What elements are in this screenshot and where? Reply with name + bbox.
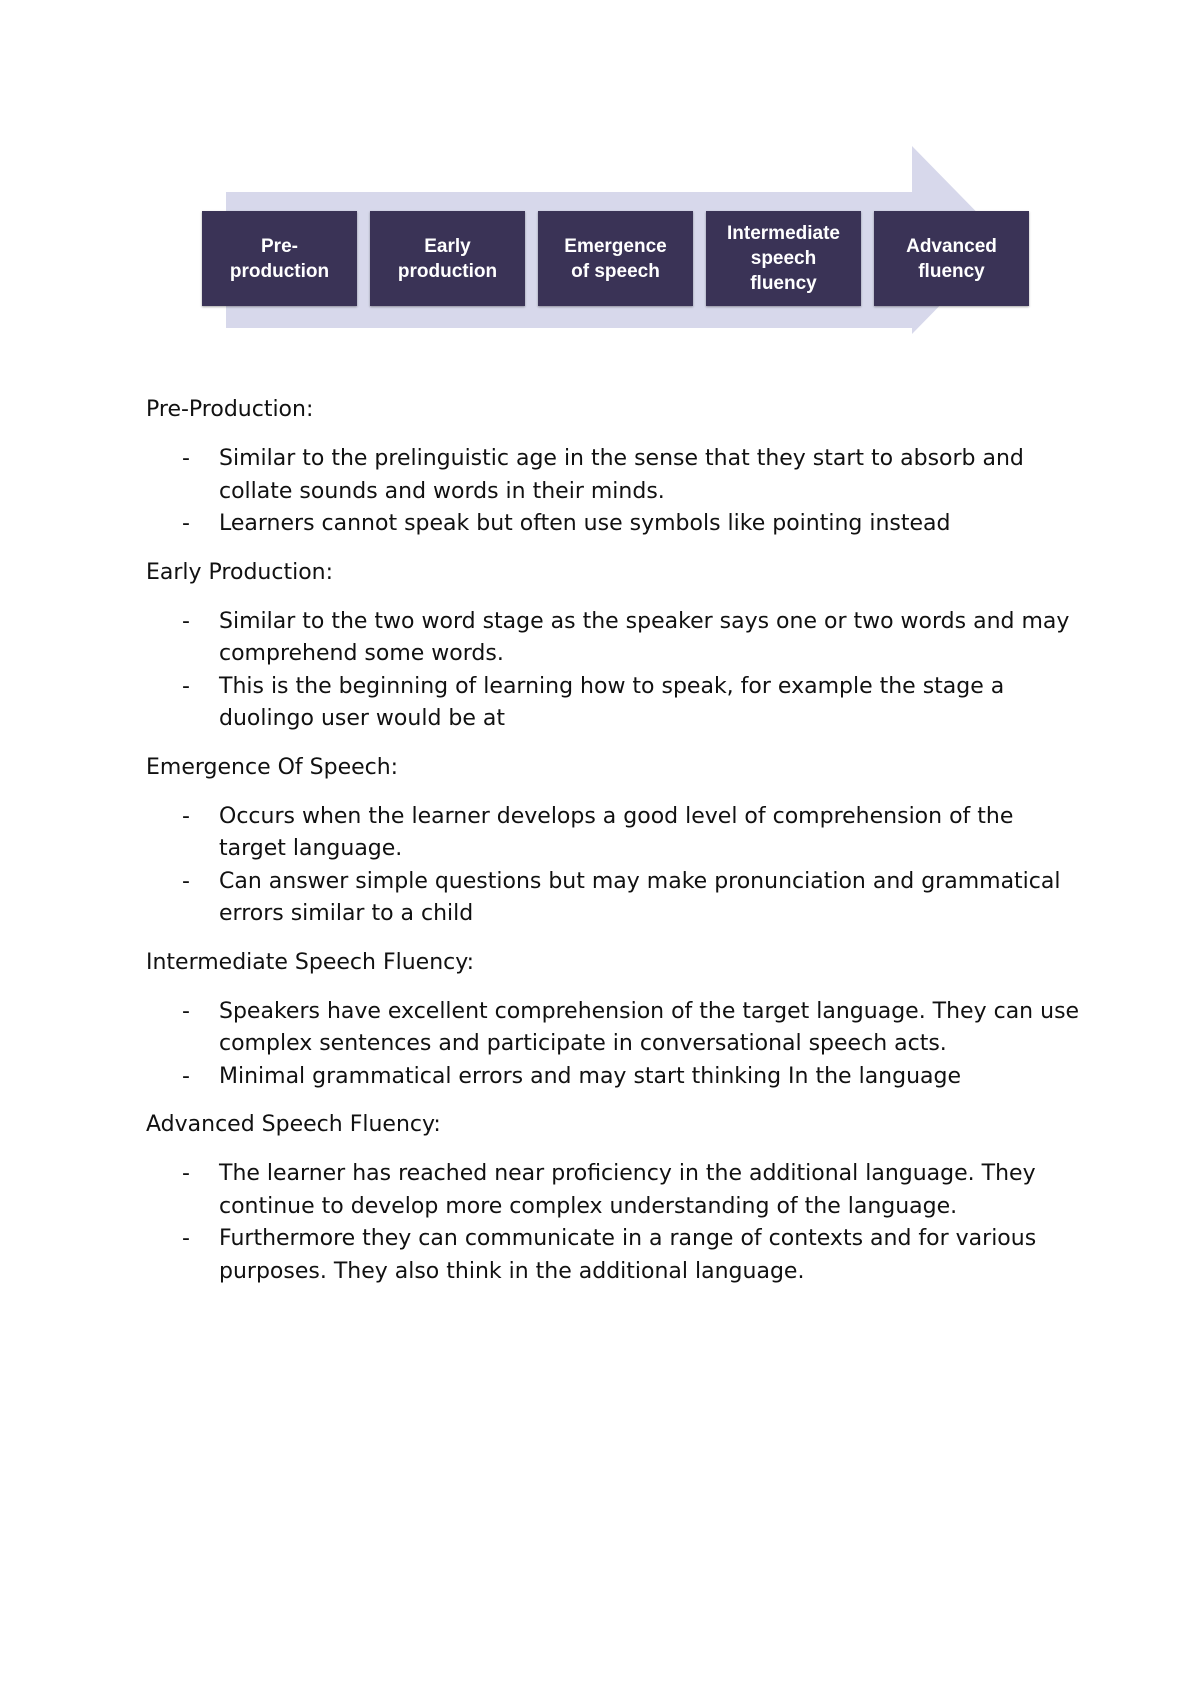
bullet-marker: - [182, 608, 190, 634]
section-pre-production [146, 395, 1086, 541]
stage-label: Intermediate speech fluency [727, 223, 840, 294]
list-item [146, 671, 1086, 736]
bullet-list [146, 606, 1086, 736]
list-item [146, 508, 1086, 541]
stage-box-early-production [370, 211, 525, 306]
list-item [146, 443, 1086, 508]
bullet-list [146, 801, 1086, 931]
bullet-marker: - [182, 446, 190, 471]
bullet-marker: - [182, 1226, 190, 1251]
bullet-text: This is the beginning of learning how to speak, for example the stage a duolingo user would be at [219, 673, 1005, 731]
stage-box-advanced-fluency [874, 211, 1029, 306]
bullet-text: Speakers have excellent comprehension of the target language. They can use complex sentences and participate in conversational speech acts. [219, 998, 1080, 1056]
bullet-marker: - [182, 803, 190, 829]
bullet-text: Minimal grammatical errors and may start thinking In the language [219, 1063, 962, 1089]
bullet-list [146, 996, 1086, 1094]
list-item [146, 866, 1086, 931]
bullet-list [146, 1158, 1086, 1288]
bullet-marker: - [182, 868, 190, 894]
section-heading: Intermediate Speech Fluency: [146, 949, 475, 975]
bullet-marker: - [182, 673, 190, 699]
bullet-marker: - [182, 1063, 190, 1089]
stage-label: Emergence of speech [564, 235, 667, 282]
list-item [146, 1158, 1086, 1223]
section-heading: Emergence Of Speech: [146, 754, 399, 780]
bullet-text: Similar to the prelinguistic age in the sense that they start to absorb and collate sounds and words in their minds. [219, 446, 1024, 504]
stage-box-emergence-of-speech [538, 211, 693, 306]
section-heading: Pre-Production: [146, 397, 314, 422]
list-item [146, 996, 1086, 1061]
bullet-marker: - [182, 1161, 190, 1186]
bullet-marker: - [182, 998, 190, 1024]
section-early-production [146, 558, 1086, 736]
stages-diagram [0, 0, 1200, 400]
bullet-list [146, 443, 1086, 541]
section-heading: Advanced Speech Fluency: [146, 1112, 441, 1137]
bullet-text: Furthermore they can communicate in a range of contexts and for various purposes. They also think in the additional language. [219, 1226, 1037, 1284]
section-emergence-of-speech [146, 753, 1086, 931]
stage-label: Pre- production [229, 235, 330, 282]
stage-label: Advanced fluency [906, 235, 997, 282]
section-intermediate-speech-fluency [146, 948, 1086, 1094]
list-item [146, 1223, 1086, 1288]
bullet-text: The learner has reached near proficiency in the additional language. They continue to develop more complex understanding of the language. [219, 1161, 1036, 1219]
stage-label: Early production [397, 235, 498, 282]
bullet-marker: - [182, 511, 190, 536]
bullet-text: Learners cannot speak but often use symbols like pointing instead [219, 511, 951, 536]
section-heading: Early Production: [146, 559, 334, 585]
list-item [146, 606, 1086, 671]
bullet-text: Similar to the two word stage as the speaker says one or two words and may comprehend some words. [219, 608, 1070, 666]
list-item [146, 801, 1086, 866]
section-advanced-speech-fluency [146, 1110, 1086, 1288]
document-body [146, 395, 1086, 1305]
bullet-text: Occurs when the learner develops a good level of comprehension of the target language. [219, 803, 1014, 861]
stage-box-intermediate-fluency [706, 211, 861, 306]
bullet-text: Can answer simple questions but may make pronunciation and grammatical errors similar to a child [219, 868, 1061, 926]
list-item [146, 1061, 1086, 1094]
progress-arrow [0, 0, 1200, 400]
stage-box-pre-production [202, 211, 357, 306]
